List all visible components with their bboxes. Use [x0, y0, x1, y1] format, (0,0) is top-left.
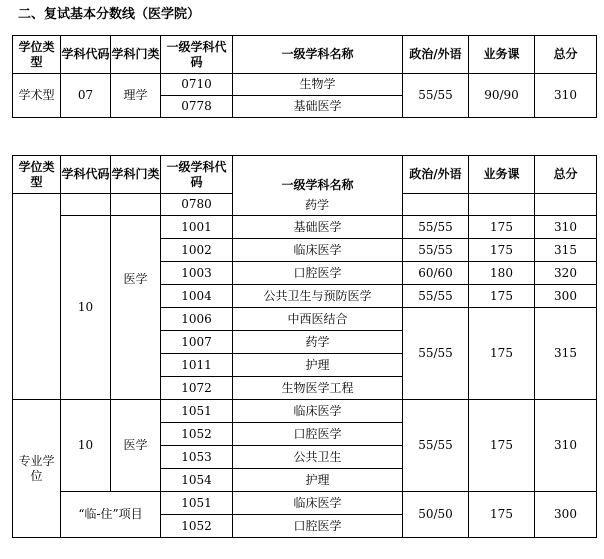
header-politics-foreign: 政治/外语: [403, 156, 469, 194]
header-subject-category: 学科门类: [111, 36, 161, 74]
first-level-code-cell: 1053: [161, 446, 233, 469]
subject-category-cell: 医学: [111, 400, 161, 492]
subject-code-cell: [61, 194, 111, 216]
first-level-code-cell: 1002: [161, 239, 233, 262]
total-cell: 300: [535, 285, 597, 308]
header-first-level-code: 一级学科代码: [161, 156, 233, 194]
politics-foreign-cell: [403, 194, 469, 216]
total-cell: 310: [535, 74, 597, 118]
professional-cell: 175: [469, 400, 535, 492]
first-level-name-cell: 生物医学工程: [233, 377, 403, 400]
degree-type-cell: [13, 194, 61, 400]
first-level-name-cell: 中西医结合: [233, 308, 403, 331]
subject-category-cell: [111, 194, 161, 216]
first-level-code-cell: 1006: [161, 308, 233, 331]
header-total: 总分: [535, 156, 597, 194]
politics-foreign-cell: 55/55: [403, 285, 469, 308]
politics-foreign-cell: 60/60: [403, 262, 469, 285]
header-degree-type: 学位类型: [13, 36, 61, 74]
professional-cell: 175: [469, 308, 535, 400]
first-level-name-cell: 护理: [233, 354, 403, 377]
academic-science-score-table: [12, 35, 597, 118]
first-level-name-cell: 口腔医学: [233, 262, 403, 285]
professional-cell: 175: [469, 285, 535, 308]
first-level-code-cell: 1004: [161, 285, 233, 308]
first-level-code-cell: 1052: [161, 423, 233, 446]
total-cell: 310: [535, 216, 597, 239]
first-level-code-cell: 0710: [161, 74, 233, 96]
first-level-code-cell: 1011: [161, 354, 233, 377]
first-level-name-cell: 临床医学: [233, 492, 403, 515]
header-first-level-name: 一级学科名称: [233, 156, 403, 216]
first-level-code-cell: 1007: [161, 331, 233, 354]
first-level-code-cell: 1054: [161, 469, 233, 492]
header-first-level-name: 一级学科名称: [233, 36, 403, 74]
first-level-name-cell: 护理: [233, 469, 403, 492]
header-total: 总分: [535, 36, 597, 74]
first-level-code-cell: 1003: [161, 262, 233, 285]
header-first-level-code: 一级学科代码: [161, 36, 233, 74]
total-cell: 315: [535, 308, 597, 400]
total-cell: 315: [535, 239, 597, 262]
politics-foreign-cell: 55/55: [403, 216, 469, 239]
subject-category-label: 医学: [123, 271, 148, 286]
total-cell: 320: [535, 262, 597, 285]
subject-category-cell: [111, 271, 161, 400]
header-professional: 业务课: [469, 36, 535, 74]
subject-code-cell: 07: [61, 74, 111, 118]
header-subject-code: 学科代码: [61, 36, 111, 74]
header-politics-foreign: 政治/外语: [403, 36, 469, 74]
subject-category-cell: 理学: [111, 74, 161, 118]
politics-foreign-cell: 55/55: [403, 239, 469, 262]
first-level-code-cell: 1072: [161, 377, 233, 400]
first-level-name-cell: 基础医学: [233, 96, 403, 118]
first-level-name-cell: 公共卫生与预防医学: [233, 285, 403, 308]
first-level-name-cell: 临床医学: [233, 400, 403, 423]
politics-foreign-cell: 50/50: [403, 492, 469, 538]
total-cell: [535, 194, 597, 216]
header-degree-type: 学位类型: [13, 156, 61, 194]
first-level-name-cell: 公共卫生: [233, 446, 403, 469]
first-level-name-cell: 临床医学: [233, 239, 403, 262]
degree-type-cell: 学术型: [13, 74, 61, 118]
first-level-code-cell: 0780: [161, 194, 233, 216]
politics-foreign-cell: 55/55: [403, 308, 469, 400]
first-level-name-cell: 药学: [233, 331, 403, 354]
header-subject-category: 学科门类: [111, 156, 161, 194]
total-cell: 310: [535, 400, 597, 492]
header-subject-code: 学科代码: [61, 156, 111, 194]
first-level-name-cell: 口腔医学: [233, 423, 403, 446]
first-level-code-cell: 0778: [161, 96, 233, 118]
page-title: 二、复试基本分数线（医学院）: [18, 7, 201, 22]
project-label-cell: “临-住”项目: [61, 492, 161, 538]
first-level-code-cell: 1052: [161, 515, 233, 538]
professional-cell: [469, 194, 535, 216]
professional-cell: 175: [469, 239, 535, 262]
subject-category-spacer: [111, 216, 161, 308]
subject-code-cell: 10: [61, 400, 111, 492]
professional-cell: 175: [469, 216, 535, 239]
total-cell: 300: [535, 492, 597, 538]
first-level-name-cell: 口腔医学: [233, 515, 403, 538]
subject-code-cell: 10: [61, 216, 111, 400]
first-level-code-cell: 1051: [161, 492, 233, 515]
first-level-name-cell: 基础医学: [233, 216, 403, 239]
first-level-name-cell: 生物学: [233, 74, 403, 96]
header-professional: 业务课: [469, 156, 535, 194]
professional-cell: 90/90: [469, 74, 535, 118]
first-level-code-cell: 1001: [161, 216, 233, 239]
degree-type-cell: 专业学位: [13, 400, 61, 538]
pharmacy-name-cell: 药学: [304, 198, 329, 212]
politics-foreign-cell: 55/55: [403, 74, 469, 118]
professional-cell: 175: [469, 492, 535, 538]
politics-foreign-cell: 55/55: [403, 400, 469, 492]
first-level-code-cell: 1051: [161, 400, 233, 423]
professional-cell: 180: [469, 262, 535, 285]
